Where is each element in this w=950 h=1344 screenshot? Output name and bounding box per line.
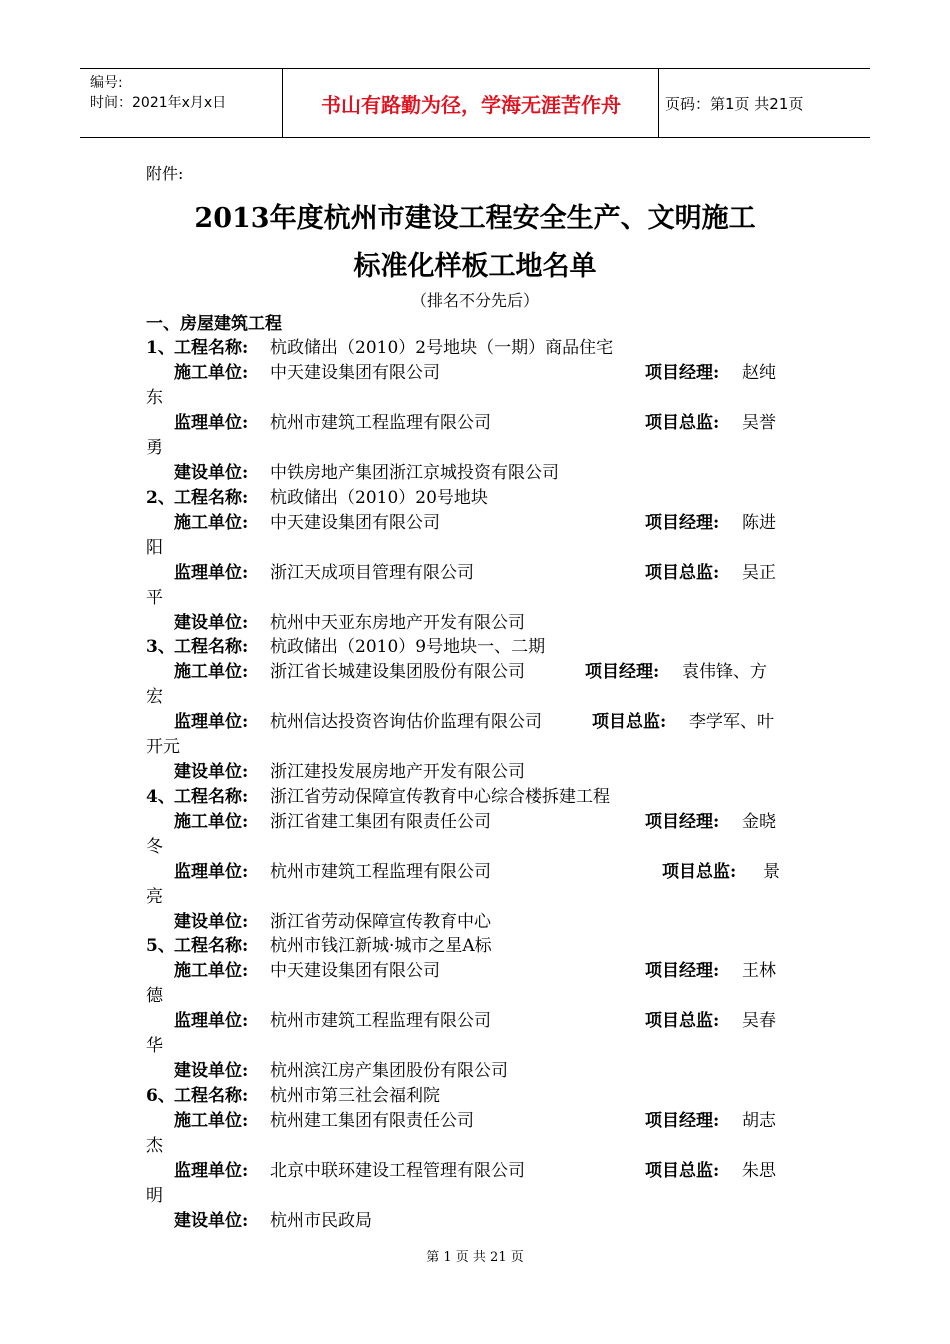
project-label: 工程名称: bbox=[174, 936, 249, 956]
chief-label: 项目总监: bbox=[645, 563, 720, 583]
project-name: 浙江省劳动保障宣传教育中心综合楼拆建工程 bbox=[270, 787, 610, 807]
owner-name: 浙江建投发展房地产开发有限公司 bbox=[270, 762, 525, 782]
owner-label: 建设单位: bbox=[174, 762, 249, 782]
project-label: 工程名称: bbox=[174, 488, 249, 508]
chief-name: 朱思 bbox=[742, 1161, 776, 1181]
divider bbox=[658, 69, 659, 137]
project-label: 工程名称: bbox=[174, 1086, 249, 1106]
supervisor-label: 监理单位: bbox=[174, 1161, 249, 1181]
entry-number: 1、 bbox=[146, 338, 175, 358]
time-label: 时间：2021年x月x日 bbox=[90, 95, 227, 111]
pm-label: 项目经理: bbox=[645, 812, 720, 832]
chief-name: 吴正 bbox=[742, 563, 776, 583]
builder-label: 施工单位: bbox=[174, 662, 249, 682]
supervisor-name: 杭州市建筑工程监理有限公司 bbox=[270, 1011, 491, 1031]
project-label: 工程名称: bbox=[174, 637, 249, 657]
chief-label: 项目总监: bbox=[662, 862, 737, 882]
supervisor-label: 监理单位: bbox=[174, 563, 249, 583]
builder-label: 施工单位: bbox=[174, 513, 249, 533]
project-name: 杭政储出（2010）9号地块一、二期 bbox=[270, 637, 546, 657]
chief-name: 吴春 bbox=[742, 1011, 776, 1031]
entry-number: 4、 bbox=[146, 787, 175, 807]
supervisor-name: 北京中联环建设工程管理有限公司 bbox=[270, 1161, 525, 1181]
builder-label: 施工单位: bbox=[174, 363, 249, 383]
chief-name: 景 bbox=[763, 862, 780, 882]
pm-name-wrap: 德 bbox=[146, 986, 163, 1006]
pm-name: 王林 bbox=[742, 961, 776, 981]
chief-name: 吴誉 bbox=[742, 413, 776, 433]
builder-name: 中天建设集团有限公司 bbox=[270, 363, 440, 383]
header-page-info: 页码：第1页 共21页 bbox=[665, 94, 804, 113]
supervisor-name: 杭州信达投资咨询估价监理有限公司 bbox=[270, 712, 542, 732]
entry-number: 3、 bbox=[146, 637, 175, 657]
pm-label: 项目经理: bbox=[645, 513, 720, 533]
entry-number: 5、 bbox=[146, 936, 175, 956]
owner-name: 中铁房地产集团浙江京城投资有限公司 bbox=[270, 463, 559, 483]
pm-name-wrap: 东 bbox=[146, 388, 163, 408]
builder-label: 施工单位: bbox=[174, 961, 249, 981]
owner-label: 建设单位: bbox=[174, 912, 249, 932]
builder-name: 杭州建工集团有限责任公司 bbox=[270, 1111, 474, 1131]
supervisor-label: 监理单位: bbox=[174, 413, 249, 433]
pm-label: 项目经理: bbox=[645, 1111, 720, 1131]
builder-name: 浙江省建工集团有限责任公司 bbox=[270, 812, 491, 832]
pm-label: 项目经理: bbox=[585, 662, 660, 682]
chief-label: 项目总监: bbox=[645, 1011, 720, 1031]
number-label: 编号: bbox=[90, 75, 123, 91]
owner-label: 建设单位: bbox=[174, 463, 249, 483]
pm-name-wrap: 阳 bbox=[146, 538, 163, 558]
owner-name: 浙江省劳动保障宣传教育中心 bbox=[270, 912, 491, 932]
header-meta bbox=[90, 73, 226, 113]
owner-label: 建设单位: bbox=[174, 1061, 249, 1081]
builder-name: 中天建设集团有限公司 bbox=[270, 513, 440, 533]
supervisor-name: 杭州市建筑工程监理有限公司 bbox=[270, 413, 491, 433]
attachment-label: 附件: bbox=[146, 164, 184, 183]
owner-name: 杭州市民政局 bbox=[270, 1211, 372, 1231]
owner-name: 杭州中天亚东房地产开发有限公司 bbox=[270, 613, 525, 633]
chief-name-wrap: 明 bbox=[146, 1186, 163, 1206]
supervisor-name: 杭州市建筑工程监理有限公司 bbox=[270, 862, 491, 882]
supervisor-label: 监理单位: bbox=[174, 862, 249, 882]
page-footer: 第 1 页 共 21 页 bbox=[426, 1250, 524, 1265]
doc-subtitle: （排名不分先后） bbox=[410, 291, 539, 310]
supervisor-label: 监理单位: bbox=[174, 712, 249, 732]
supervisor-label: 监理单位: bbox=[174, 1011, 249, 1031]
page-header bbox=[80, 68, 870, 138]
project-label: 工程名称: bbox=[174, 787, 249, 807]
project-name: 杭州市钱江新城·城市之星A标 bbox=[270, 936, 492, 956]
pm-label: 项目经理: bbox=[645, 961, 720, 981]
pm-name: 金晓 bbox=[742, 812, 776, 832]
supervisor-name: 浙江天成项目管理有限公司 bbox=[270, 563, 474, 583]
chief-name-wrap: 亮 bbox=[146, 887, 163, 907]
owner-name: 杭州滨江房产集团股份有限公司 bbox=[270, 1061, 508, 1081]
pm-label: 项目经理: bbox=[645, 363, 720, 383]
chief-name-wrap: 华 bbox=[146, 1036, 163, 1056]
pm-name-wrap: 杰 bbox=[146, 1136, 163, 1156]
builder-label: 施工单位: bbox=[174, 812, 249, 832]
doc-title-line2: 标准化样板工地名单 bbox=[353, 251, 597, 282]
chief-label: 项目总监: bbox=[645, 413, 720, 433]
pm-name-wrap: 宏 bbox=[146, 687, 163, 707]
header-motto: 书山有路勤为径，学海无涯苦作舟 bbox=[321, 92, 621, 117]
doc-title-line1: 2013年度杭州市建设工程安全生产、文明施工 bbox=[194, 203, 756, 234]
owner-label: 建设单位: bbox=[174, 613, 249, 633]
entry-number: 6、 bbox=[146, 1086, 175, 1106]
pm-name: 袁伟锋、方 bbox=[682, 662, 767, 682]
section-heading: 一、房屋建筑工程 bbox=[146, 314, 282, 334]
pm-name: 赵纯 bbox=[742, 363, 776, 383]
builder-name: 浙江省长城建设集团股份有限公司 bbox=[270, 662, 525, 682]
project-name: 杭政储出（2010）20号地块 bbox=[270, 488, 488, 508]
chief-name: 李学军、叶 bbox=[689, 712, 774, 732]
builder-name: 中天建设集团有限公司 bbox=[270, 961, 440, 981]
chief-name-wrap: 开元 bbox=[146, 737, 180, 757]
project-label: 工程名称: bbox=[174, 338, 249, 358]
project-name: 杭政储出（2010）2号地块（一期）商品住宅 bbox=[270, 338, 614, 358]
chief-name-wrap: 勇 bbox=[146, 438, 163, 458]
pm-name: 胡志 bbox=[742, 1111, 776, 1131]
owner-label: 建设单位: bbox=[174, 1211, 249, 1231]
builder-label: 施工单位: bbox=[174, 1111, 249, 1131]
chief-name-wrap: 平 bbox=[146, 588, 163, 608]
project-name: 杭州市第三社会福利院 bbox=[270, 1086, 440, 1106]
pm-name-wrap: 冬 bbox=[146, 837, 163, 857]
entry-number: 2、 bbox=[146, 488, 175, 508]
chief-label: 项目总监: bbox=[592, 712, 667, 732]
chief-label: 项目总监: bbox=[645, 1161, 720, 1181]
pm-name: 陈进 bbox=[742, 513, 776, 533]
